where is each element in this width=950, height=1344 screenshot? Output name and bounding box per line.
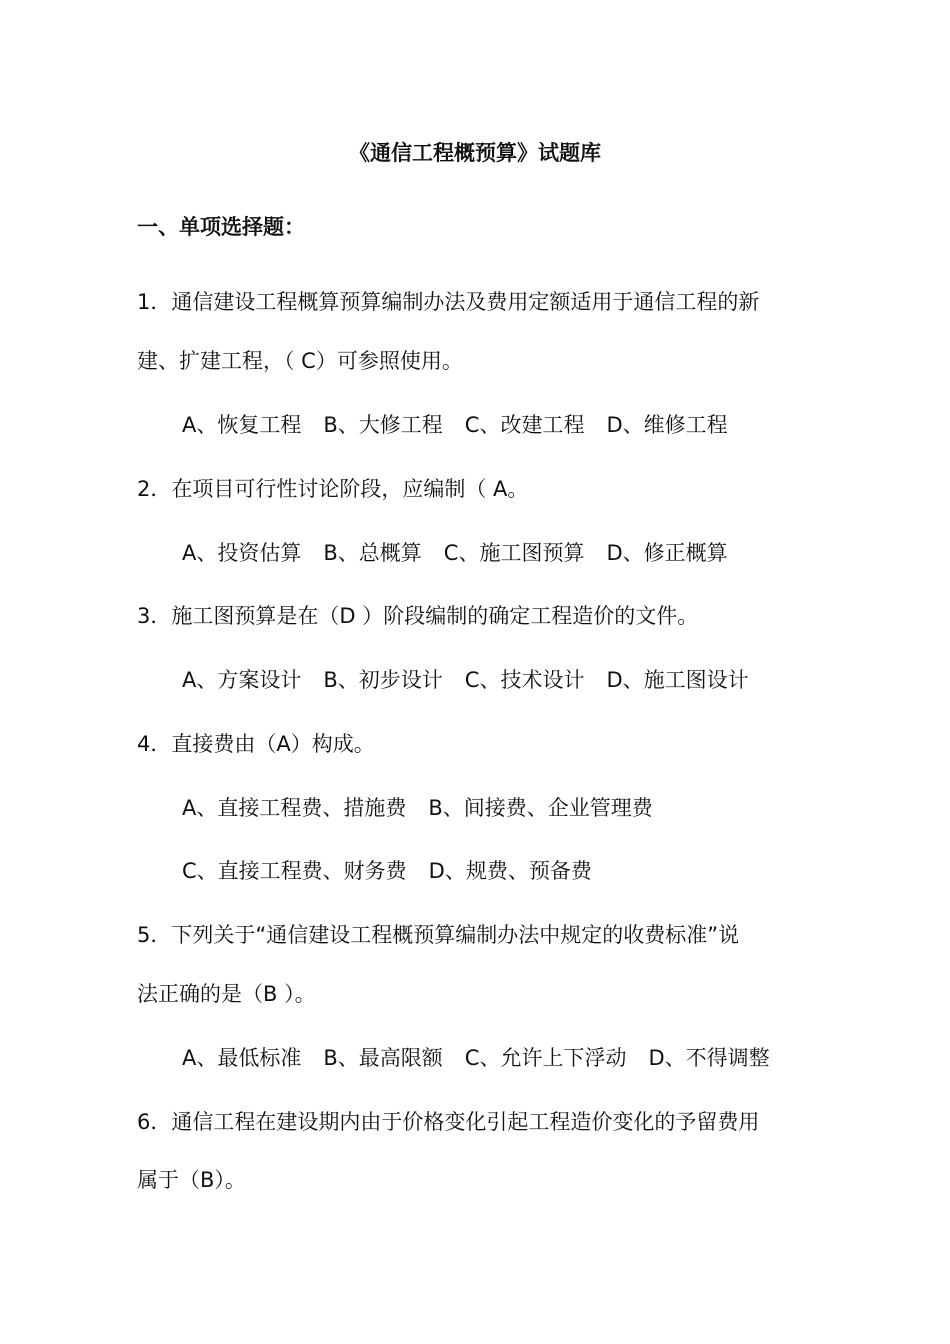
option-d: D、不得调整 <box>648 1046 770 1070</box>
option-b: B、间接费、企业管理费 <box>428 796 653 820</box>
question-4-line-1: 4．直接费由（A）构成。 <box>137 732 375 756</box>
question-4-options-row-1 <box>182 793 653 823</box>
option-a: A、投资估算 <box>182 541 302 565</box>
option-b: B、总概算 <box>323 541 422 565</box>
option-a: A、方案设计 <box>182 668 302 692</box>
question-4-options-row-2 <box>182 856 592 886</box>
question-1-line-1: 1．通信建设工程概算预算编制办法及费用定额适用于通信工程的新 <box>137 290 760 314</box>
option-a: A、最低标准 <box>182 1046 302 1070</box>
question-5-line-1: 5．下列关于“通信建设工程概预算编制办法中规定的收费标准”说 <box>137 923 740 947</box>
option-d: D、施工图设计 <box>606 668 749 692</box>
question-2-options <box>182 538 728 568</box>
question-3-options <box>182 665 749 695</box>
option-d: D、修正概算 <box>606 541 728 565</box>
option-c: C、改建工程 <box>464 413 585 437</box>
question-5-line-2: 法正确的是（B ）。 <box>137 982 316 1006</box>
question-3-line-1: 3．施工图预算是在（D ）阶段编制的确定工程造价的文件。 <box>137 604 699 628</box>
option-b: B、最高限额 <box>323 1046 443 1070</box>
question-2-line-1: 2．在项目可行性讨论阶段，应编制（ A。 <box>137 477 529 501</box>
option-b: B、大修工程 <box>323 413 443 437</box>
question-1-line-2: 建、扩建工程，（ C）可参照使用。 <box>137 349 463 373</box>
option-c: C、技术设计 <box>464 668 585 692</box>
option-c: C、允许上下浮动 <box>464 1046 627 1070</box>
option-c: C、施工图预算 <box>443 541 585 565</box>
option-a: A、直接工程费、措施费 <box>182 796 407 820</box>
question-5-options <box>182 1043 770 1073</box>
option-d: D、维修工程 <box>606 413 728 437</box>
option-c: C、直接工程费、财务费 <box>182 859 407 883</box>
option-d: D、规费、预备费 <box>428 859 592 883</box>
document-title: 《通信工程概预算》试题库 <box>349 141 601 165</box>
option-b: B、初步设计 <box>323 668 443 692</box>
section-heading: 一、单项选择题： <box>137 215 305 239</box>
question-1-options <box>182 410 728 440</box>
option-a: A、恢复工程 <box>182 413 302 437</box>
question-6-line-1: 6．通信工程在建设期内由于价格变化引起工程造价变化的予留费用 <box>137 1110 760 1134</box>
question-6-line-2: 属于（B）。 <box>137 1168 246 1192</box>
